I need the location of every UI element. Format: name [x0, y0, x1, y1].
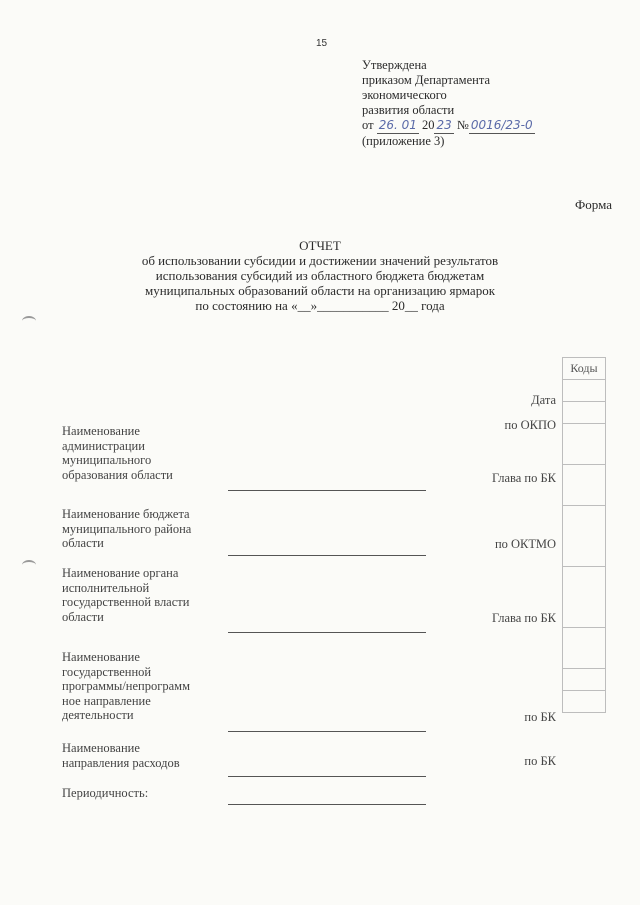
- label-oktmo: по ОКТМО: [494, 537, 556, 551]
- title-line: использования субсидий из областного бюджета бюджетам: [155, 268, 485, 283]
- label-line: муниципального: [62, 453, 152, 467]
- approval-appendix: (приложение 3): [362, 134, 445, 148]
- label-line: муниципального района: [62, 521, 192, 536]
- admin-name-label: [62, 424, 222, 482]
- label-line: образования области: [62, 467, 173, 482]
- budget-name-field[interactable]: [228, 555, 426, 556]
- code-cell-empty[interactable]: [563, 567, 606, 628]
- approval-line: развития области: [362, 103, 455, 117]
- handwritten-date: 26. 01: [378, 118, 417, 132]
- label-glava-bk: Глава по БК: [491, 471, 556, 485]
- label-line: направления расходов: [62, 755, 180, 770]
- label-line: Наименование органа: [62, 566, 179, 580]
- expenses-name-label: [62, 741, 222, 770]
- label-date: Дата: [531, 393, 556, 407]
- title-heading: ОТЧЕТ: [299, 238, 341, 253]
- label-line: Наименование бюджета: [62, 507, 190, 521]
- title-line: муниципальных образований области на организацию ярмарок: [144, 283, 496, 298]
- handwritten-year: 23: [436, 118, 452, 132]
- program-name-field[interactable]: [228, 731, 426, 732]
- approval-line: экономического: [362, 88, 447, 102]
- approval-line: приказом Департамента: [362, 73, 490, 87]
- label-line: государственной: [62, 664, 152, 679]
- from-label: от: [362, 118, 374, 132]
- program-name-label: [62, 650, 222, 723]
- periodicity-label: [62, 786, 222, 801]
- admin-name-field[interactable]: [228, 490, 426, 491]
- label-line: деятельности: [62, 708, 134, 722]
- label-line: исполнительной: [62, 580, 150, 595]
- page-number: 15: [316, 38, 328, 49]
- code-cell-oktmo[interactable]: [563, 465, 606, 506]
- label-line: программы/непрограмм: [62, 679, 190, 693]
- label-line: администрации: [62, 438, 145, 453]
- code-cell-periodicity[interactable]: [563, 691, 606, 713]
- punch-mark: [22, 560, 36, 570]
- codes-header: Коды: [563, 358, 606, 380]
- number-sign: №: [456, 118, 469, 132]
- label-line: Наименование: [62, 741, 140, 755]
- approval-block: [362, 58, 535, 149]
- label-glava-bk-2: Глава по БК: [491, 611, 556, 625]
- code-cell-date[interactable]: [563, 380, 606, 402]
- approval-line: Утверждена: [362, 58, 427, 72]
- code-cell-po-bk[interactable]: [563, 628, 606, 669]
- periodicity-field[interactable]: [228, 804, 426, 805]
- label-po-bk: по БК: [524, 710, 556, 724]
- year-prefix: 20: [421, 118, 435, 132]
- handwritten-number: 0016/23-0: [470, 118, 533, 132]
- code-cell-glava-bk[interactable]: [563, 424, 606, 465]
- approval-date-line: [362, 118, 535, 134]
- title-line: по состоянию на «__»___________ 20__ года: [195, 298, 445, 313]
- budget-name-label: [62, 507, 222, 551]
- codes-table: [562, 357, 606, 713]
- label-line: Наименование: [62, 650, 140, 664]
- code-cell-glava-bk-2[interactable]: [563, 506, 606, 567]
- label-line: Периодичность:: [62, 786, 149, 800]
- code-cell-po-bk-2[interactable]: [563, 669, 606, 691]
- report-title: [0, 238, 640, 313]
- label-line: области: [62, 536, 104, 550]
- expenses-name-field[interactable]: [228, 776, 426, 777]
- label-okpo: по ОКПО: [504, 418, 556, 432]
- label-line: Наименование: [62, 424, 140, 438]
- title-line: об использовании субсидии и достижении значений результатов: [141, 253, 499, 268]
- organ-name-label: [62, 566, 222, 624]
- label-line: области: [62, 609, 104, 624]
- punch-mark: [22, 316, 36, 326]
- form-label: Форма: [575, 197, 612, 212]
- code-cell-okpo[interactable]: [563, 402, 606, 424]
- label-line: государственной власти: [62, 595, 190, 609]
- organ-name-field[interactable]: [228, 632, 426, 633]
- label-po-bk-2: по БК: [524, 754, 556, 768]
- label-line: ное направление: [62, 693, 151, 708]
